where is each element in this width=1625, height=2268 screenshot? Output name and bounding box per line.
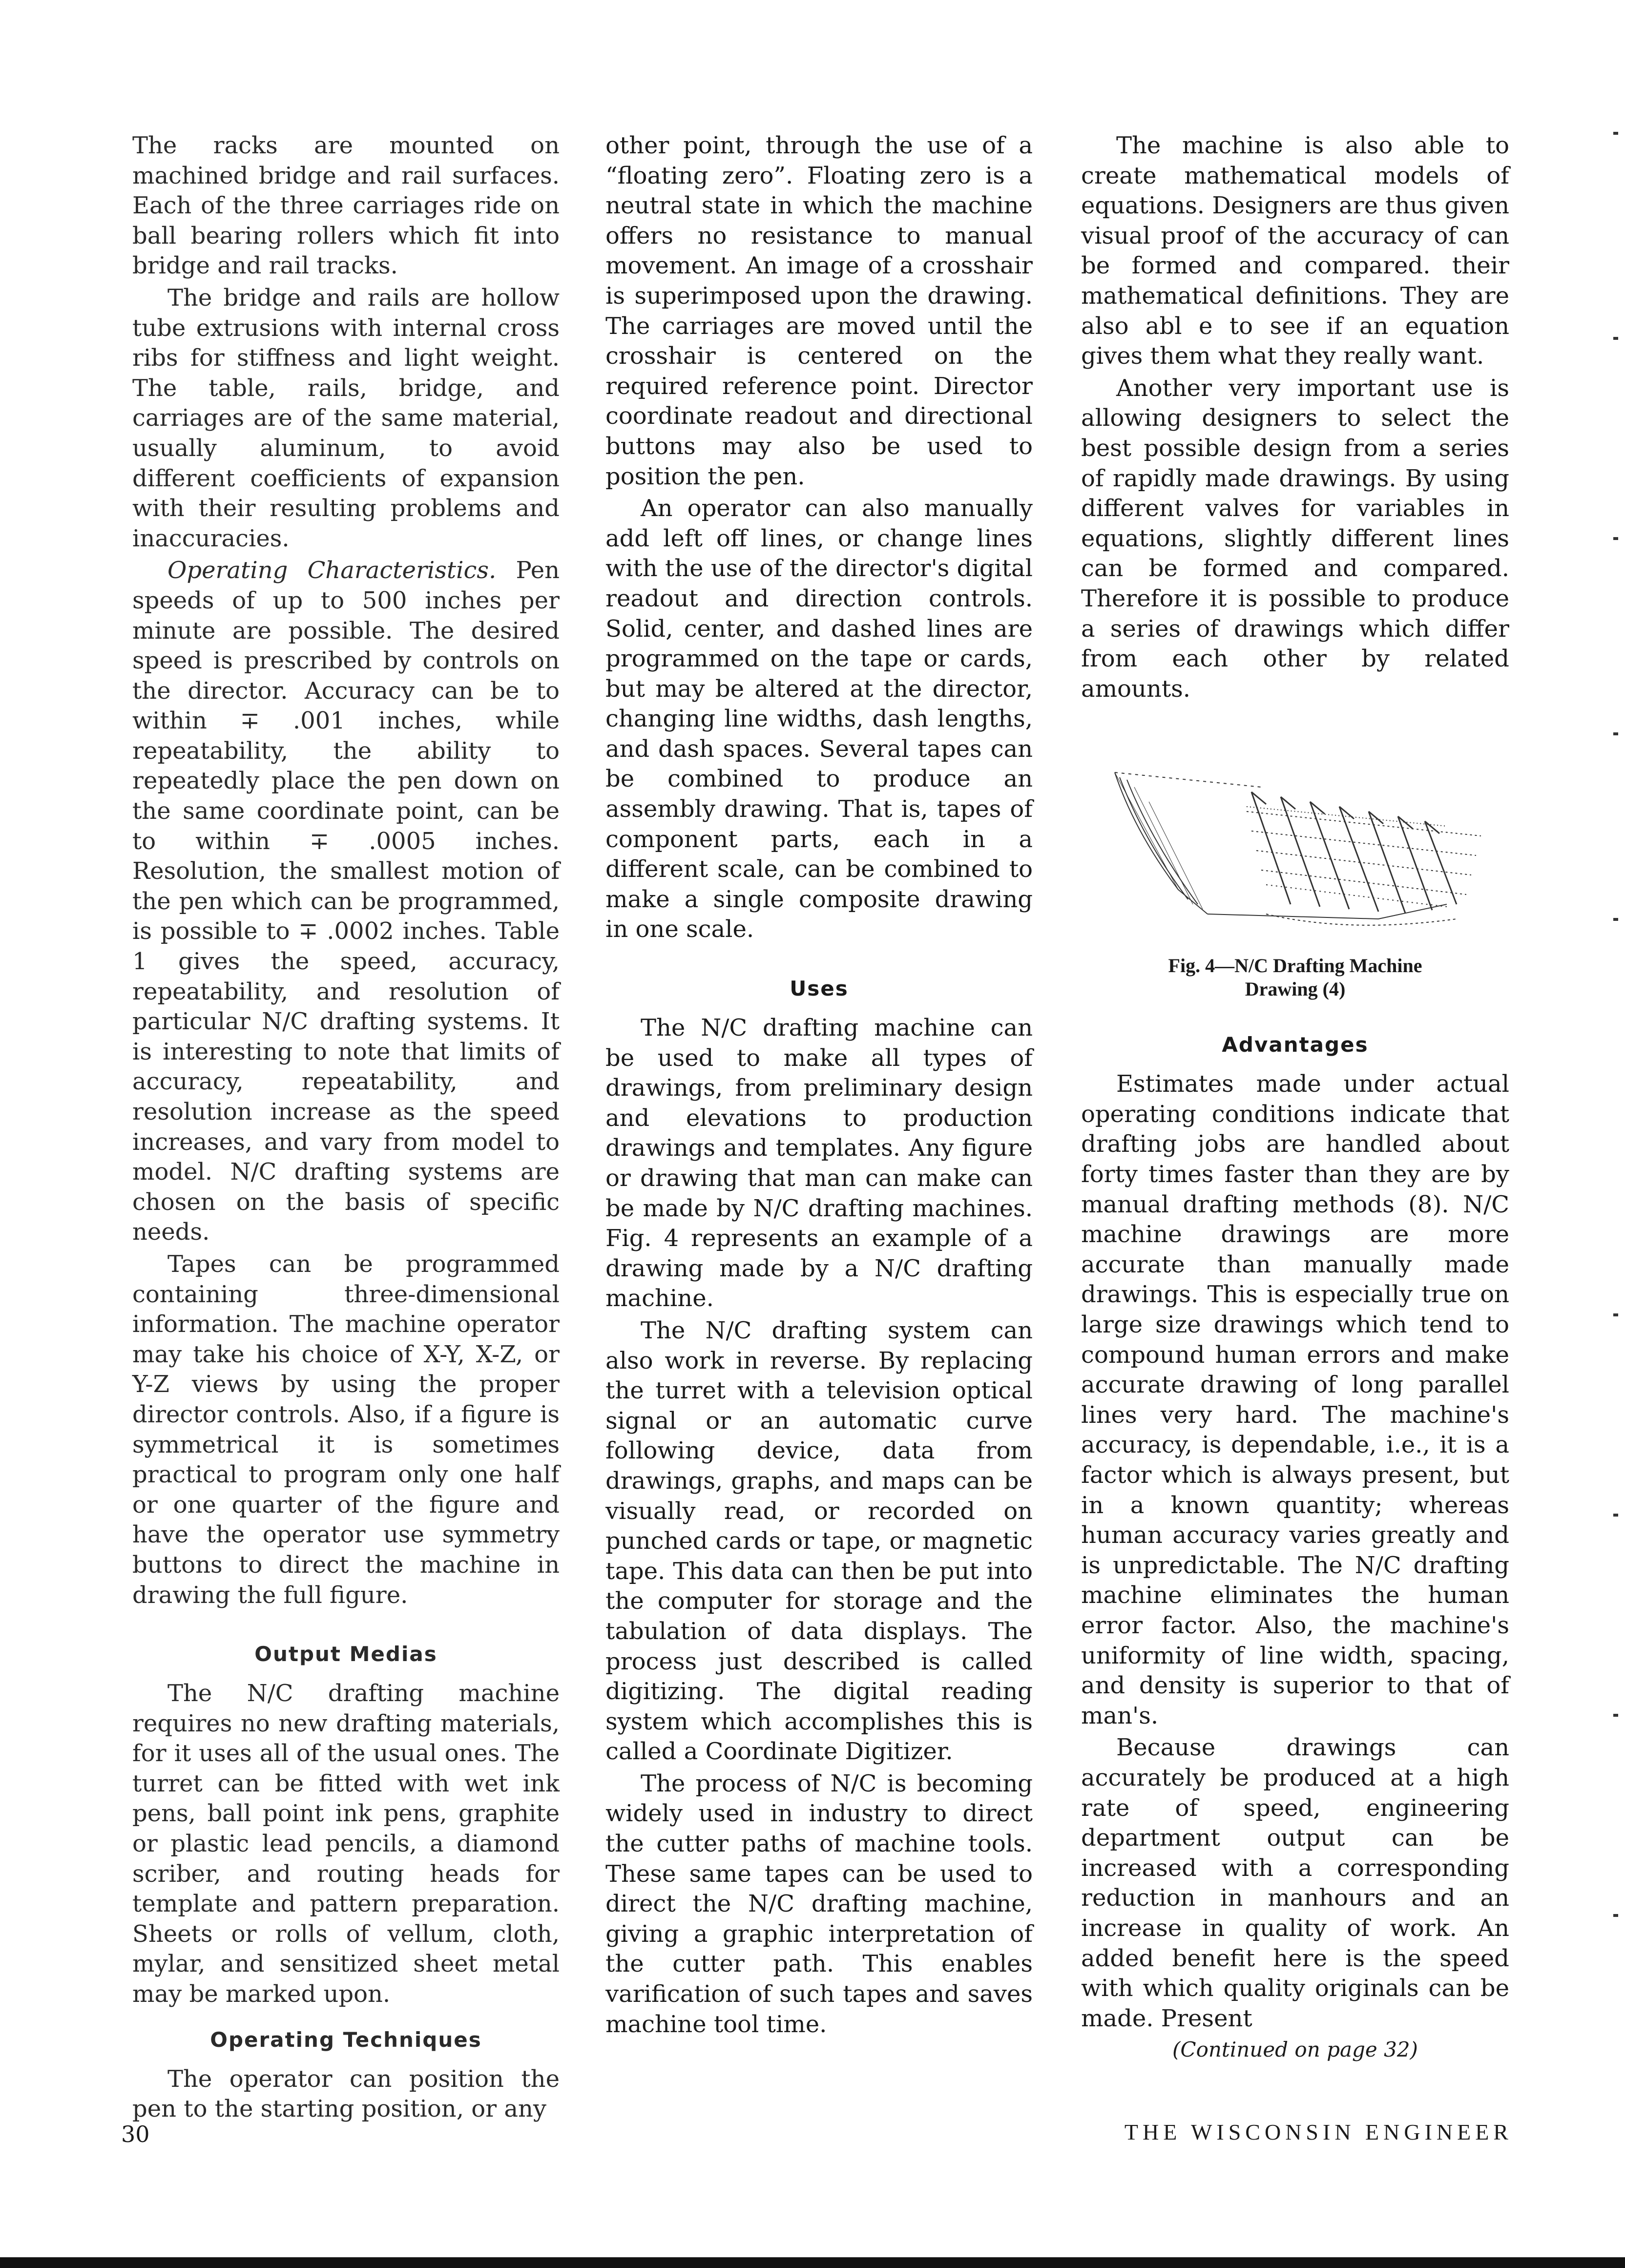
paragraph: The process of N/C is becoming widely used in industry to direct the cutter paths of machine tools. These same tapes can be used to direct the N/C drafting machine, giving a graphic interpretation of the cutter path. This enables varification of such tapes and saves machine tool time. [605,1769,1033,2038]
column-3 [1081,131,1509,2065]
figure-caption-line-1: Fig. 4—N/C Drafting Machine [1168,955,1422,977]
column-2 [605,131,1033,2039]
paragraph: An operator can also manually add left off lines, or change lines with the use of the director's digital readout and direction controls. Solid, center, and dashed lines are programmed on the tape or cards, but may be altered at the director, changing line widths, dash lengths, and dash spaces. Several tapes can be combined to produce an assembly drawing. That is, tapes of component parts, each in a different scale, can be combined to make a single composite drawing in one scale. [605,495,1033,943]
edge-mark [1613,537,1618,540]
edge-mark [1613,132,1618,135]
figure-4 [1081,758,1509,1001]
continued-note: (Continued on page 32) [1172,2038,1418,2062]
paragraph: The N/C drafting system can also work in reverse. By replacing the turret with a television optical signal or an automatic curve following device, data from drawings, graphs, and maps can be visually read, or recorded on punched cards or tape, or magnetic tape. This data can then be put into the computer for storage and the tabulation of data displays. The process just described is called digitizing. The digital reading system which accomplishes this is called a Coordinate Digitizer. [605,1316,1033,1766]
paragraph: Because drawings can accurately be produced at a high rate of speed, engineering department output can be increased with a corresponding reduction in manhours and an increase in quality of work. An added benefit here is the speed with which quality originals can be made. Present [1081,1734,1509,2032]
paragraph: The N/C drafting machine can be used to make all types of drawings, from preliminary design and elevations to production drawings and templates. Any figure or drawing that man can make can be made by N/C drafting machines. Fig. 4 represents an example of a drawing made by a N/C drafting machine. [605,1014,1033,1312]
section-heading-operating-techniques: Operating Techniques [210,2027,482,2052]
paragraph-text: Pen speeds of up to 500 inches per minute are possible. The desired speed is prescribed by controls on the director. Accuracy can be to within ∓ .001 inches, while repeatability, the ability to repeatedly place the pen down on the same coordinate point, can be to within ∓ .0005 inches. Resolution, the smallest motion of the pen which can be programmed, is possible to ∓ .0002 inches. Table 1 gives the speed, accuracy, repeatability, and resolution of particular N/C drafting systems. It is interesting to note that limits of accuracy, repeatability, and resolution increase as the speed increases, and vary from model to model. N/C drafting systems are chosen on the basis of specific needs. [132,557,560,1246]
edge-mark [1613,1514,1618,1517]
paragraph: Estimates made under actual operating conditions indicate that drafting jobs are handled about forty times faster than they are by manual drafting methods (8). N/C machine drawings are more accurate than manually made drawings. This is especially true on large size drawings which tend to compound human errors and make accurate drawing of long parallel lines very hard. The machine's accuracy, is dependable, i.e., it is a factor which is always present, but in a known quantity; whereas human accuracy varies greatly and is unpredictable. The N/C drafting machine eliminates the human error factor. Also, the machine's uniformity of line width, spacing, and density is superior to that of man's. [1081,1070,1509,1729]
journal-title: THE WISCONSIN ENGINEER [1124,2120,1513,2144]
edge-mark [1613,337,1618,340]
paragraph: The N/C drafting machine requires no new drafting materials, for it uses all of the usual ones. The turret can be fitted with wet ink pens, ball point ink pens, graphite or plastic lead pencils, a diamond scriber, and routing heads for template and pattern preparation. Sheets or rolls of vellum, cloth, mylar, and sensitized sheet metal may be marked upon. [132,1680,560,2008]
scan-bottom-edge [0,2257,1625,2268]
run-in-heading: Operating Characteristics. [167,557,497,584]
figure-caption [1081,954,1509,1001]
drafting-machine-drawing-illustration [1105,758,1486,943]
section-heading-output-medias: Output Medias [254,1642,438,1666]
page-number: 30 [121,2121,150,2147]
edge-mark [1613,732,1618,735]
paragraph: other point, through the use of a “floating zero”. Floating zero is a neutral state in which the machine offers no resistance to manual movement. An image of a crosshair is superimposed upon the drawing. The carriages are moved until the crosshair is centered on the required reference point. Director coordinate readout and directional buttons may also be used to position the pen. [605,132,1033,490]
edge-mark [1613,1914,1618,1917]
figure-caption-line-2: Drawing (4) [1245,978,1346,1000]
edge-mark [1613,1714,1618,1717]
paragraph: The bridge and rails are hollow tube extrusions with internal cross ribs for stiffness and light weight. The table, rails, bridge, and carriages are of the same material, usually aluminum, to avoid different coefficients of expansion with their resulting problems and inaccuracies. [132,284,560,552]
section-heading-uses: Uses [790,977,849,1001]
section-heading-advantages: Advantages [1222,1033,1369,1057]
paragraph: The operator can position the pen to the starting position, or any [132,2065,560,2123]
paragraph: The racks are mounted on machined bridge and rail surfaces. Each of the three carriages ride on ball bearing rollers which fit into bridge and rail tracks. [132,132,560,280]
column-1 [132,131,560,2124]
paragraph: Another very important use is allowing designers to select the best possible design from a series of rapidly made drawings. By using different valves for variables in equations, slightly different lines can be formed and compared. Therefore it is possible to produce a series of drawings which differ from each other by related amounts. [1081,374,1509,703]
paragraph: Tapes can be programmed containing three-dimensional information. The machine operator may take his choice of X-Y, X-Z, or Y-Z views by using the proper director controls. Also, if a figure is symmetrical it is sometimes practical to program only one half or one quarter of the figure and have the operator use symmetry buttons to direct the machine in drawing the full figure. [132,1250,560,1609]
paragraph [132,556,560,1248]
edge-mark [1613,1313,1618,1316]
paragraph: The machine is also able to create mathematical models of equations. Designers are thus given visual proof of the accuracy of can be formed and compared. their mathematical definitions. They are also abl e to see if an equation gives them what they really want. [1081,132,1509,370]
edge-mark [1613,918,1618,921]
